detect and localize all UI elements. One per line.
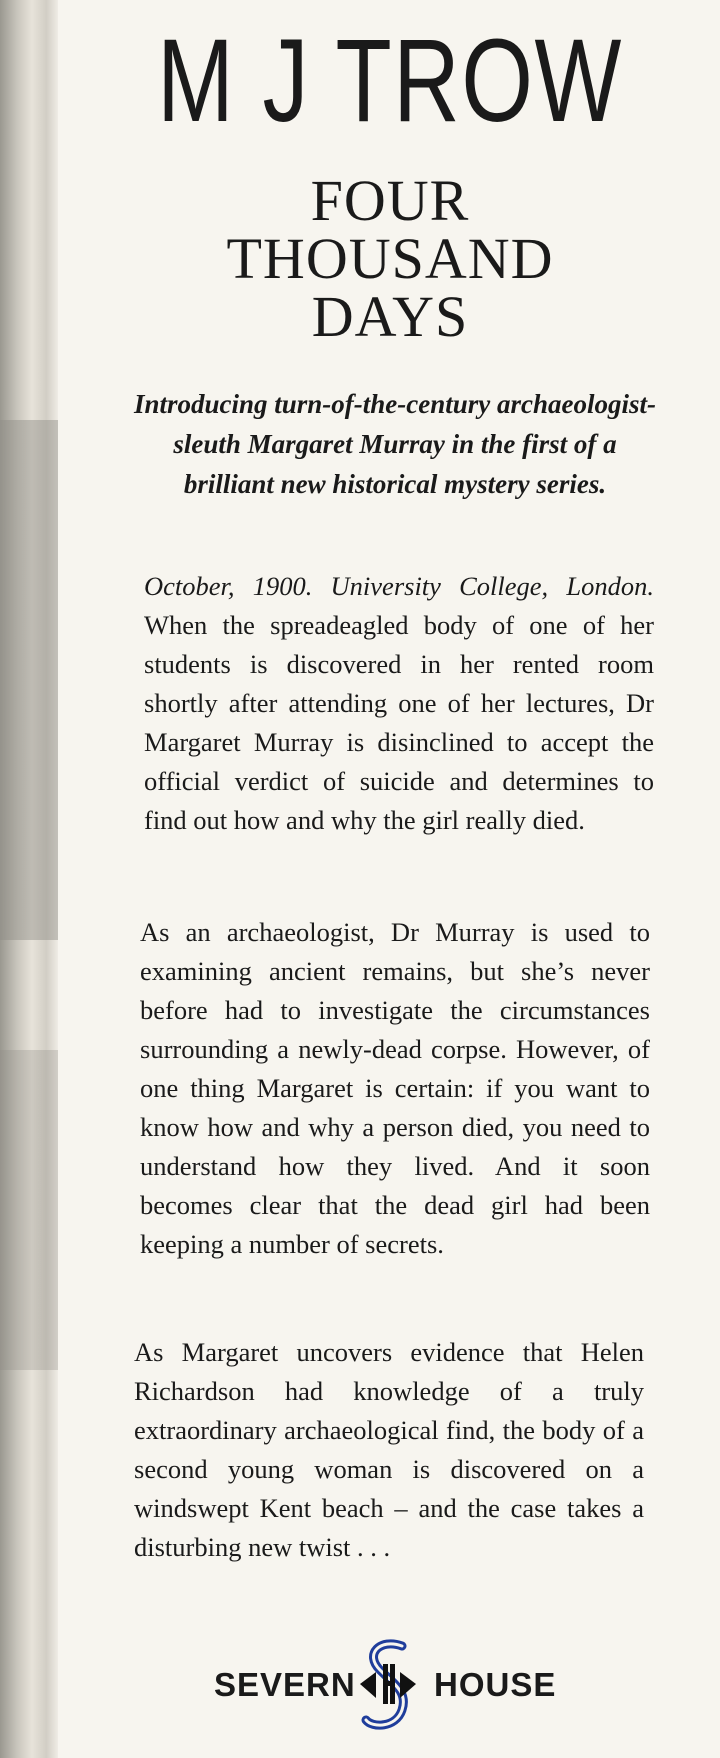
severn-house-emblem-icon	[350, 1636, 426, 1736]
title-line-1: FOUR	[310, 168, 470, 233]
spine-shadow	[0, 420, 58, 940]
title-line-3: DAYS	[311, 284, 469, 349]
author-name: M J TROW	[157, 15, 623, 147]
blurb-paragraph-1	[144, 567, 654, 840]
publisher-word-left: SEVERN	[214, 1666, 356, 1703]
blurb-paragraph-3: As Margaret uncovers evidence that Helen Richardson had knowledge of a truly extraordinary archaeological find, the body of a second young woman is discovered on a windswept Kent beach – and the case takes a disturbing new twist . . .	[134, 1337, 644, 1562]
title-line-2: THOUSAND	[226, 226, 554, 291]
publisher-logo	[200, 1636, 580, 1736]
spine-shadow	[0, 1050, 58, 1370]
book-spine	[0, 0, 58, 1758]
book-title	[60, 168, 720, 349]
blurb-paragraph-2: As an archaeologist, Dr Murray is used to examining ancient remains, but she’s never before had to investigate the circumstances surrounding a newly-dead corpse. However, of one thing Margaret is certain: if you want to know how and why a person died, you need to understand how they lived. And it soon becomes clear that the dead girl had been keeping a number of secrets.	[140, 917, 650, 1259]
blurb-paragraph-1-text: When the spreadeagled body of one of her students is discovered in her rented room shortly after attending one of her lectures, Dr Margaret Murray is disinclined to accept the official verdict of suicide and determines to find out how and why the girl really died.	[144, 610, 654, 835]
tagline: Introducing turn-of-the-century archaeologist-sleuth Margaret Murray in the first of a brilliant new historical mystery series.	[133, 389, 657, 499]
blurb-setting: October, 1900. University College, London.	[144, 571, 654, 601]
publisher-word-right: HOUSE	[434, 1666, 557, 1703]
